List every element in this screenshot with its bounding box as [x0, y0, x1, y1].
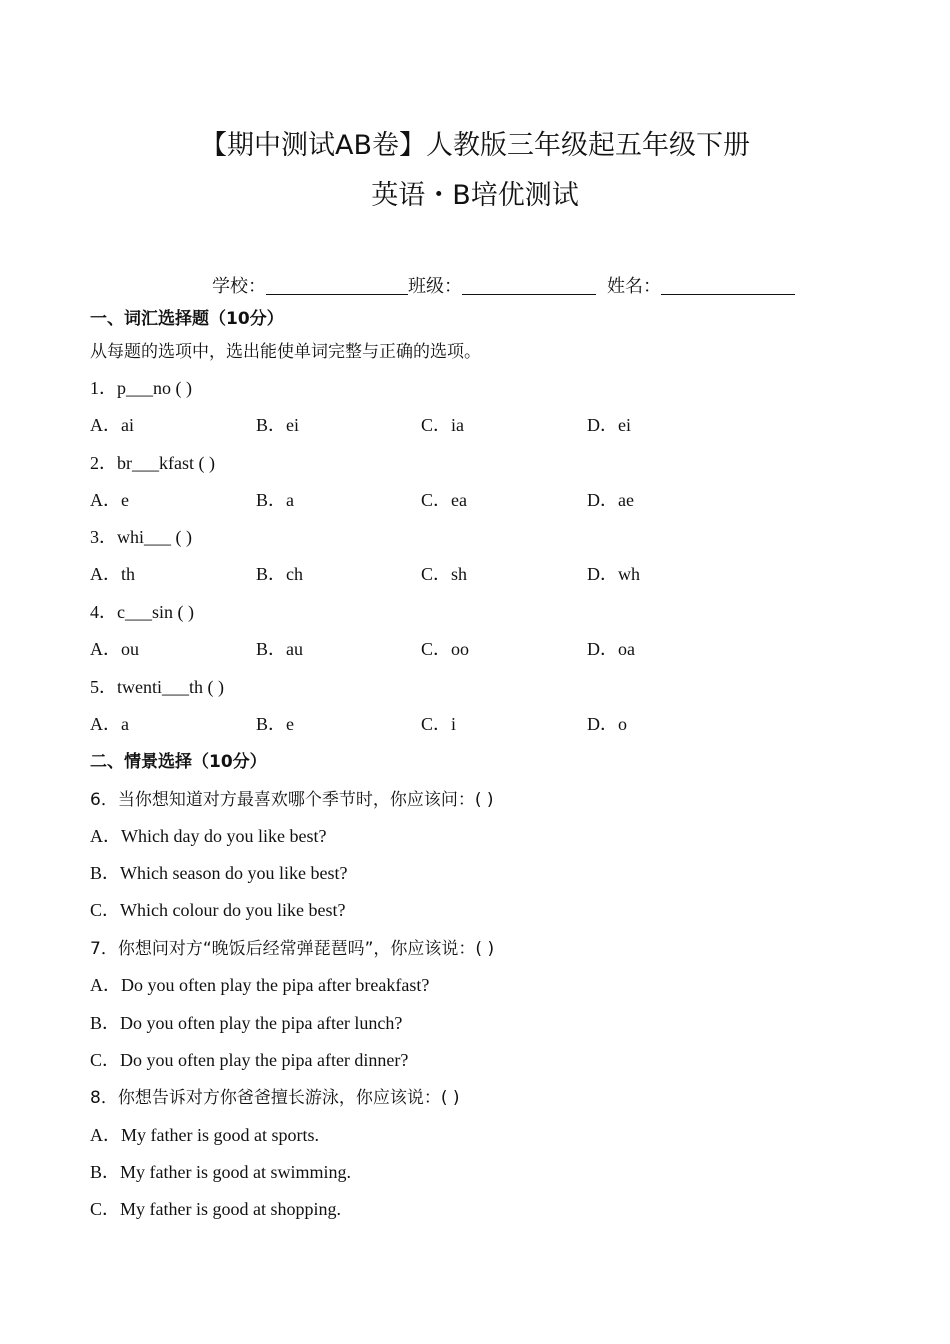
q2-option-a: A．e [90, 490, 129, 510]
question-3-stem: 3．whi___ ( ) [90, 527, 192, 547]
q5-option-c: C．i [421, 714, 457, 734]
q3-option-a: A．th [90, 564, 135, 584]
q5-option-b: B．e [256, 714, 294, 734]
q1-option-d: D．ei [587, 415, 631, 435]
q3-option-c: C．sh [421, 564, 468, 584]
q4-option-b: B．au [256, 639, 303, 659]
q7-option-a: A．Do you often play the pipa after breakfast? [90, 975, 430, 995]
school-blank [266, 276, 408, 295]
q5-option-a: A．a [90, 714, 129, 734]
student-info-row [212, 272, 795, 298]
question-7-stem: 7．你想问对方“晚饭后经常弹琵琶吗”，你应该说：( ) [90, 939, 495, 959]
class-blank [462, 276, 596, 295]
name-blank [661, 276, 795, 295]
q4-option-d: D．oa [587, 639, 635, 659]
q6-option-b: B．Which season do you like best? [90, 863, 348, 883]
question-8-stem: 8．你想告诉对方你爸爸擅长游泳，你应该说：( ) [90, 1088, 460, 1108]
q1-option-c: C．ia [421, 415, 464, 435]
q3-option-b: B．ch [256, 564, 303, 584]
q8-option-a: A．My father is good at sports. [90, 1125, 319, 1145]
q5-option-d: D．o [587, 714, 627, 734]
page-title: 【期中测试AB卷】人教版三年级起五年级下册 [200, 130, 750, 161]
name-label: 姓名： [607, 276, 661, 297]
section1-instruction: 从每题的选项中，选出能使单词完整与正确的选项。 [90, 342, 481, 362]
question-6-stem: 6．当你想知道对方最喜欢哪个季节时，你应该问：( ) [90, 790, 494, 810]
q3-option-d: D．wh [587, 564, 640, 584]
section2-heading: 二、情景选择（10分） [90, 752, 267, 772]
q6-option-a: A．Which day do you like best? [90, 826, 327, 846]
q1-option-b: B．ei [256, 415, 299, 435]
q7-option-b: B．Do you often play the pipa after lunch? [90, 1013, 403, 1033]
q6-option-c: C．Which colour do you like best? [90, 900, 346, 920]
q2-option-b: B．a [256, 490, 294, 510]
school-label: 学校： [212, 276, 266, 297]
q2-option-d: D．ae [587, 490, 634, 510]
question-2-stem: 2．br___kfast ( ) [90, 453, 215, 473]
section1-heading: 一、词汇选择题（10分） [90, 309, 284, 329]
q8-option-b: B．My father is good at swimming. [90, 1162, 351, 1182]
question-5-stem: 5．twenti___th ( ) [90, 677, 224, 697]
q1-option-a: A．ai [90, 415, 134, 435]
page-subtitle: 英语・B培优测试 [371, 180, 579, 211]
q8-option-c: C．My father is good at shopping. [90, 1199, 341, 1219]
q4-option-a: A．ou [90, 639, 139, 659]
q2-option-c: C．ea [421, 490, 467, 510]
question-1-stem: 1．p___no ( ) [90, 378, 192, 398]
class-label: 班级： [408, 276, 462, 297]
q7-option-c: C．Do you often play the pipa after dinner? [90, 1050, 409, 1070]
question-4-stem: 4．c___sin ( ) [90, 602, 194, 622]
q4-option-c: C．oo [421, 639, 470, 659]
